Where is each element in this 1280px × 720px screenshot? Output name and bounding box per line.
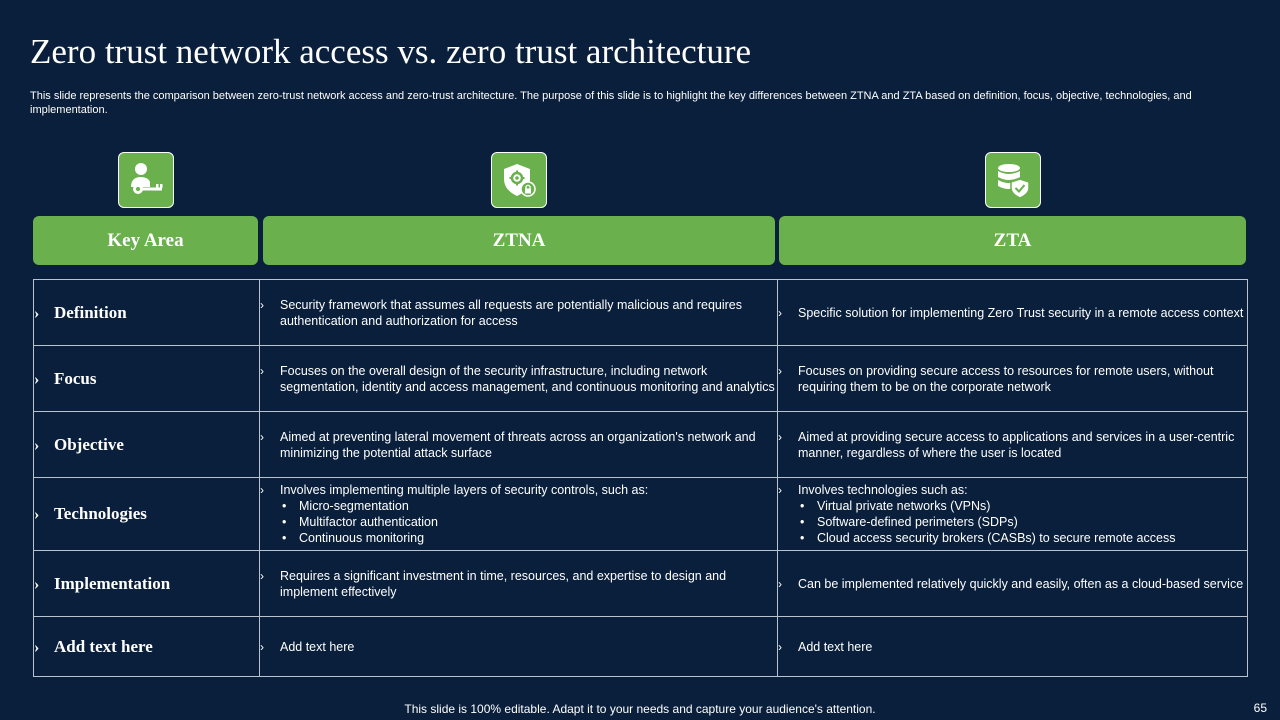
icon-box-key-area	[118, 152, 174, 208]
zta-cell: Focuses on providing secure access to resources for remote users, without requiring them to be on the corporate network	[798, 363, 1214, 394]
row-key: › Objective	[34, 412, 260, 478]
row-key: › Focus	[34, 346, 260, 412]
page-subtitle: This slide represents the comparison between zero-trust network access and zero-trust architecture. The purpose of this slide is to highlight the key differences between ZTNA and ZTA based on definition, focus, objective, technologies, and implementation.	[30, 90, 1192, 116]
list-item: • Micro-segmentation	[280, 498, 777, 514]
zta-tech-list	[798, 498, 1247, 546]
table-row: › Objective › Aimed at preventing lateral movement of threats across an organization's network and minimizing the potential attack surface › Aimed at providing secure access to applications and services in a user-centric manner, regardless of where the user is located	[34, 412, 1248, 478]
ztna-cell: Add text here	[280, 639, 355, 654]
table-row: › Implementation › Requires a significant investment in time, resources, and expertise to design and implement effectively › Can be implemented relatively quickly and easily, often as a cloud-based service	[34, 551, 1248, 617]
zta-cell: Add text here	[798, 639, 873, 654]
list-item: • Continuous monitoring	[280, 530, 777, 546]
table-row: › Focus › Focuses on the overall design of the security infrastructure, including network segmentation, identity and access management, and continuous monitoring and analytics › Focuses on providing secure access to resources for remote users, without requiring them to be on the corporate network	[34, 346, 1248, 412]
zta-cell: Involves technologies such as: • Virtual private networks (VPNs) • Software-defined perimeters (SDPs) • Cloud access security brokers (CASBs) to secure remote access	[798, 482, 1247, 546]
row-key: › Definition	[34, 280, 260, 346]
header-zta: ZTA	[779, 216, 1246, 265]
row-key: › Technologies	[34, 478, 260, 551]
table-row: › Definition › Security framework that assumes all requests are potentially malicious and requires authentication and authorization for access › Specific solution for implementing Zero Trust security in a remote access context	[34, 280, 1248, 346]
page-title: Zero trust network access vs. zero trust architecture	[30, 32, 752, 71]
table-row: › Add text here › Add text here › Add text here	[34, 617, 1248, 677]
zta-cell: Aimed at providing secure access to applications and services in a user-centric manner, regardless of where the user is located	[798, 429, 1235, 460]
ztna-tech-list	[280, 498, 777, 546]
comparison-table	[33, 279, 1248, 677]
icon-box-zta	[985, 152, 1041, 208]
ztna-cell: Requires a significant investment in time, resources, and expertise to design and implement effectively	[280, 568, 727, 599]
list-item: • Virtual private networks (VPNs)	[798, 498, 1247, 514]
header-ztna: ZTNA	[263, 216, 775, 265]
list-item: • Multifactor authentication	[280, 514, 777, 530]
footer-note: This slide is 100% editable. Adapt it to your needs and capture your audience's attention.	[404, 702, 876, 716]
ztna-cell: Involves implementing multiple layers of security controls, such as: • Micro-segmentation • Multifactor authentication • Continuous monitoring	[280, 482, 777, 546]
table-row: › Technologies › Involves implementing multiple layers of security controls, such as: • Micro-segmentation • Multifactor authentication • Continuous monitoring › Involves technologies such as: • Virtual private networks (VPNs) • Software-defined perimeters (SDPs) • Cloud access security brokers (CASBs) to secure remote access	[34, 478, 1248, 551]
shield-lock-icon	[499, 160, 539, 200]
row-key: › Implementation	[34, 551, 260, 617]
ztna-cell: Focuses on the overall design of the security infrastructure, including network segmentation, identity and access management, and continuous monitoring and analytics	[280, 363, 775, 394]
zta-cell: Can be implemented relatively quickly and easily, often as a cloud-based service	[798, 576, 1244, 591]
zta-cell: Specific solution for implementing Zero Trust security in a remote access context	[798, 305, 1244, 320]
header-key-area: Key Area	[33, 216, 258, 265]
page-number: 65	[1253, 701, 1267, 715]
user-key-icon	[126, 160, 166, 200]
icon-box-ztna	[491, 152, 547, 208]
database-check-icon	[993, 160, 1033, 200]
row-key: › Add text here	[34, 617, 260, 677]
ztna-cell: Security framework that assumes all requests are potentially malicious and requires authentication and authorization for access	[280, 297, 743, 328]
list-item: • Software-defined perimeters (SDPs)	[798, 514, 1247, 530]
list-item: • Cloud access security brokers (CASBs) to secure remote access	[798, 530, 1247, 546]
ztna-cell: Aimed at preventing lateral movement of threats across an organization's network and minimizing the potential attack surface	[280, 429, 756, 460]
